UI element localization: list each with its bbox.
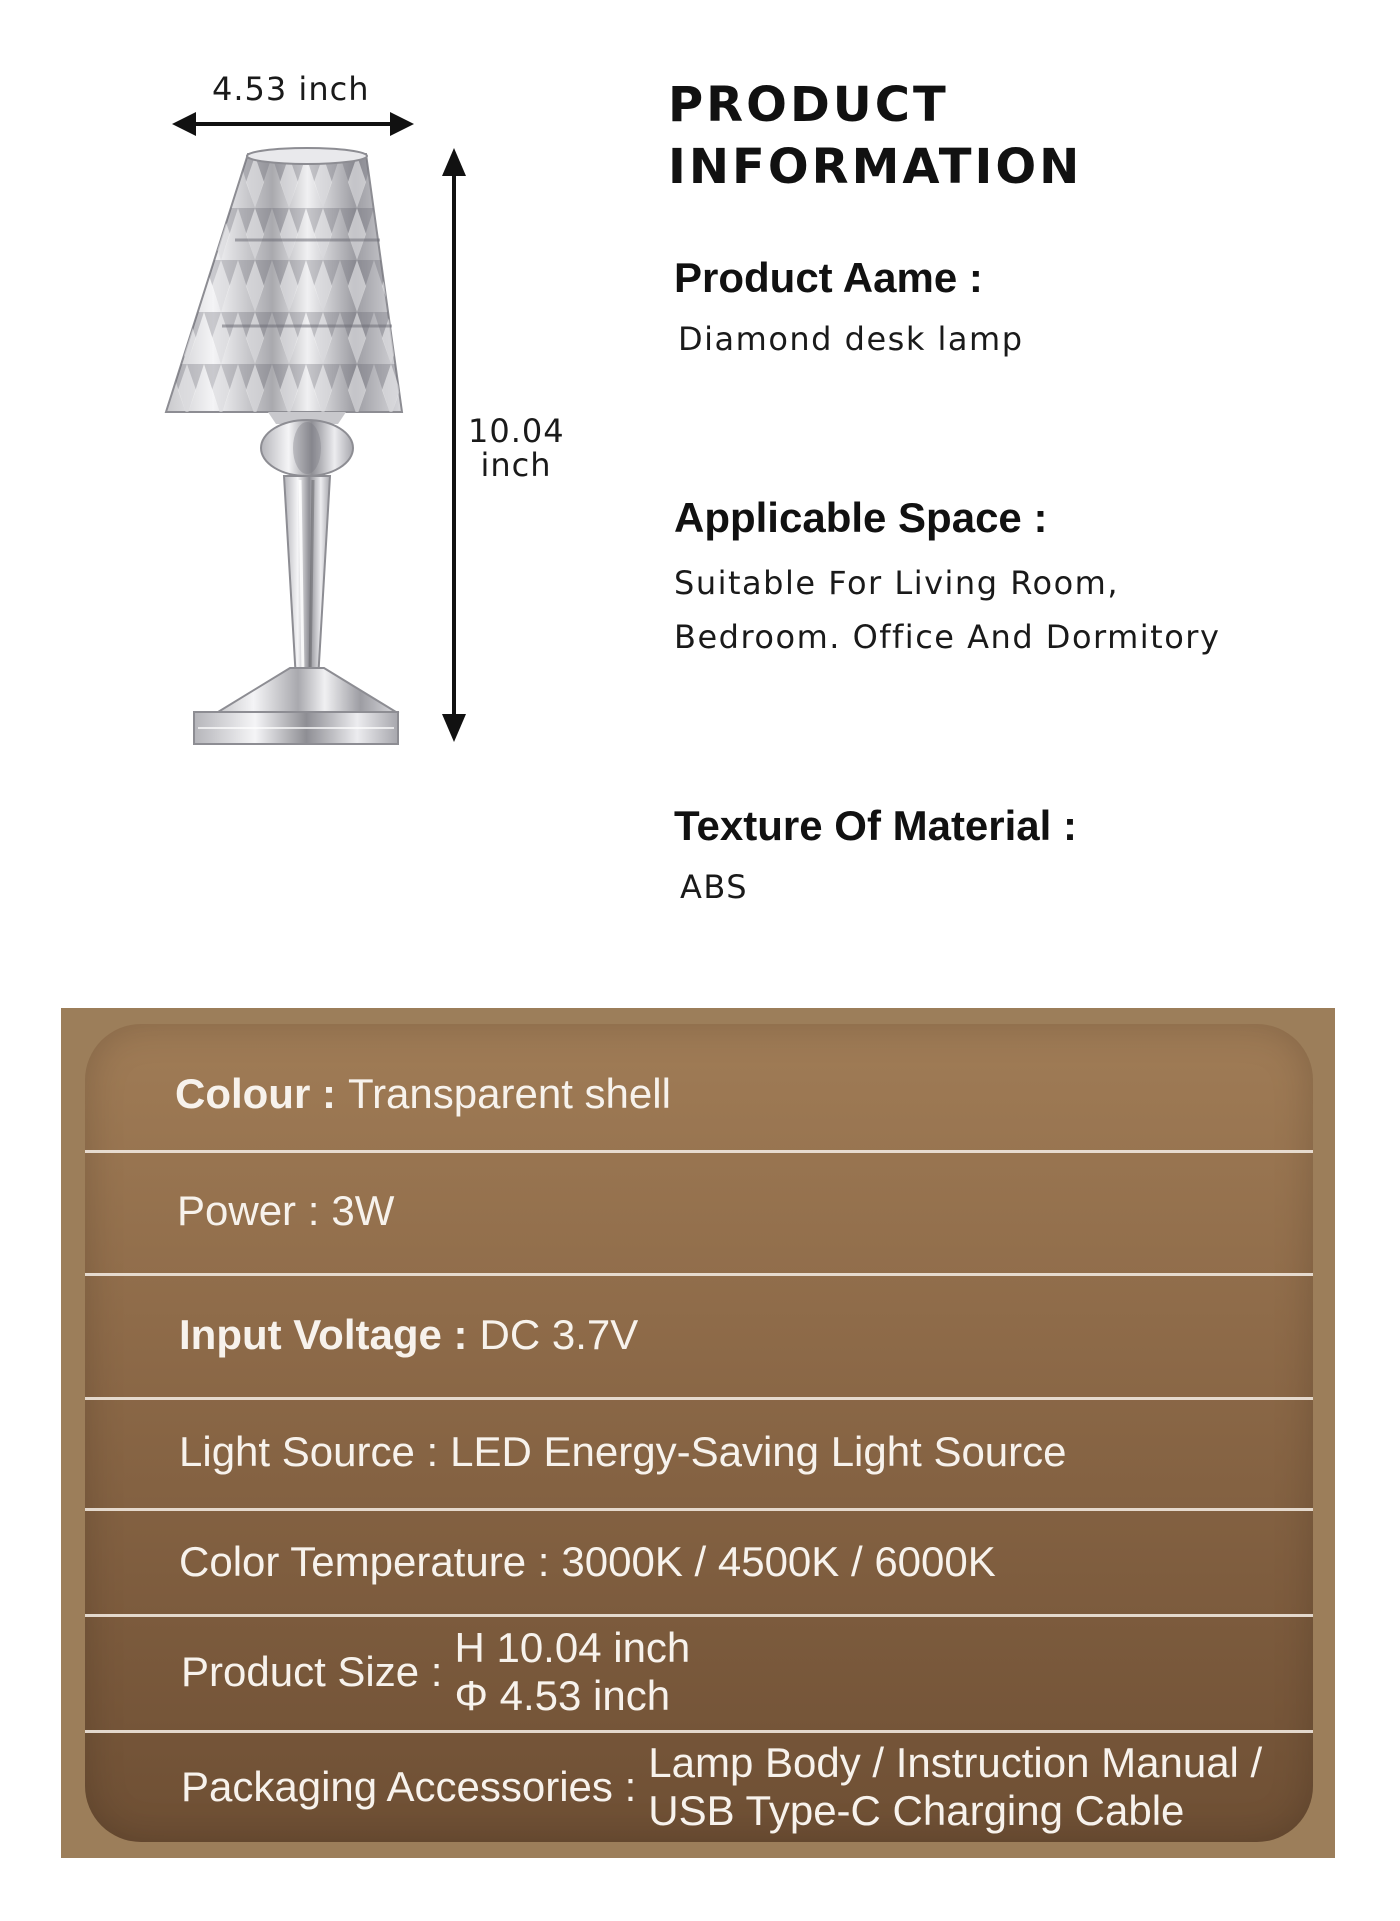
product-name-value: Diamond desk lamp (678, 320, 1024, 358)
page-title (668, 74, 1082, 198)
color-temperature-label: Color Temperature : (179, 1538, 550, 1585)
size-diameter: Φ 4.53 inch (454, 1672, 671, 1719)
spec-panel-inner (85, 1024, 1313, 1842)
space-line-2: Bedroom. Office And Dormitory (674, 618, 1221, 656)
lamp-shade (166, 148, 402, 412)
spec-row-light-source (105, 1400, 1313, 1504)
lamp-illustration (0, 0, 640, 800)
width-arrow (172, 112, 414, 136)
packaging-label: Packaging Accessories : (181, 1763, 637, 1810)
size-height: H 10.04 inch (454, 1624, 691, 1671)
product-size-value (454, 1624, 690, 1720)
light-source-label: Light Source : (179, 1428, 439, 1475)
spec-divider (85, 1150, 1313, 1153)
height-unit: inch (480, 446, 552, 484)
space-line-1: Suitable For Living Room, (674, 564, 1119, 602)
title-line-2: INFORMATION (668, 139, 1083, 195)
applicable-space-label: Applicable Space : (674, 494, 1048, 541)
height-arrow (442, 148, 466, 742)
material-value: ABS (680, 868, 749, 906)
height-value: 10.04 (468, 412, 565, 450)
lamp-knob (261, 412, 353, 476)
packaging-line-1: Lamp Body / Instruction Manual / (648, 1739, 1263, 1786)
title-line-1: PRODUCT (668, 77, 949, 133)
light-source-value: LED Energy-Saving Light Source (450, 1428, 1067, 1475)
spec-row-voltage (105, 1276, 1313, 1394)
power-value: 3W (331, 1187, 395, 1234)
spec-row-colour (105, 1044, 1313, 1144)
voltage-label: Input Voltage : (179, 1311, 468, 1358)
height-dimension-label (468, 414, 564, 482)
packaging-value (648, 1739, 1262, 1835)
power-label: Power : (177, 1187, 320, 1234)
spec-row-power (105, 1154, 1313, 1268)
width-dimension-label: 4.53 inch (212, 70, 370, 108)
spec-panel (61, 1008, 1335, 1858)
product-size-label: Product Size : (181, 1648, 443, 1695)
spec-row-packaging (105, 1734, 1313, 1840)
spec-divider (85, 1614, 1313, 1617)
packaging-line-2: USB Type-C Charging Cable (648, 1787, 1185, 1834)
spec-divider (85, 1730, 1313, 1733)
lamp-base (194, 668, 398, 744)
spec-row-product-size (105, 1618, 1313, 1726)
colour-label: Colour : (175, 1070, 336, 1117)
product-name-label: Product Aame : (674, 254, 983, 301)
lamp-stem (284, 476, 330, 680)
spec-row-color-temperature (105, 1511, 1313, 1613)
voltage-value: DC 3.7V (479, 1311, 639, 1358)
applicable-space-value (674, 556, 1220, 664)
color-temperature-value: 3000K / 4500K / 6000K (561, 1538, 996, 1585)
material-label: Texture Of Material : (674, 802, 1077, 849)
colour-value: Transparent shell (347, 1070, 671, 1117)
